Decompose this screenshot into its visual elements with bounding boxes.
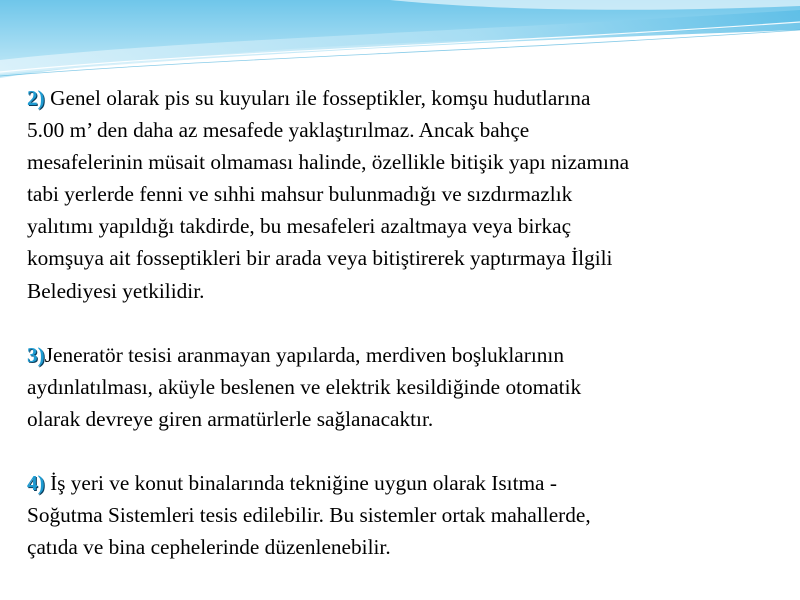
paragraph-spacer [27, 307, 792, 339]
paragraph-item-3 [27, 339, 792, 435]
paragraph-line: çatıda ve bina cephelerinde düzenlenebilir. [27, 535, 391, 560]
line-text: Genel olarak pis su kuyuları ile fosseptikler, komşu hudutlarına [44, 86, 591, 110]
paragraph-line: 5.00 m’ den daha az mesafede yaklaştırılmaz. Ancak bahçe [27, 118, 530, 143]
paragraph-line [27, 467, 792, 499]
paragraph-item-4 [27, 467, 792, 563]
line-text: İş yeri ve konut binalarında tekniğine uygun olarak Isıtma - [44, 471, 557, 496]
paragraph-line: yalıtımı yapıldığı takdirde, bu mesafeleri azaltmaya veya birkaç [27, 214, 572, 239]
item-number: 4) [27, 471, 45, 496]
slide-body [27, 82, 792, 563]
paragraph-line: olarak devreye giren armatürlerle sağlanacaktır. [27, 406, 434, 431]
paragraph-line: aydınlatılması, aküyle beslenen ve elektrik kesildiğinde otomatik [27, 374, 582, 399]
paragraph-line [27, 82, 792, 114]
paragraph-line [27, 339, 792, 371]
paragraph-item-2 [27, 82, 792, 307]
item-number: 3) [27, 342, 45, 367]
line-text: Jeneratör tesisi aranmayan yapılarda, merdiven boşluklarının [44, 342, 564, 367]
paragraph-line: tabi yerlerde fenni ve sıhhi mahsur bulunmadığı ve sızdırmazlık [27, 182, 573, 207]
paragraph-line: Belediyesi yetkilidir. [27, 278, 205, 303]
paragraph-line: komşuya ait fosseptikleri bir arada veya bitiştirerek yaptırmaya İlgili [27, 246, 613, 271]
paragraph-spacer [27, 435, 792, 467]
item-number: 2) [27, 86, 45, 110]
header-wave-decoration [0, 0, 800, 95]
paragraph-line: Soğutma Sistemleri tesis edilebilir. Bu sistemler ortak mahallerde, [27, 503, 591, 528]
paragraph-line: mesafelerinin müsait olmaması halinde, özellikle bitişik yapı nizamına [27, 150, 630, 175]
